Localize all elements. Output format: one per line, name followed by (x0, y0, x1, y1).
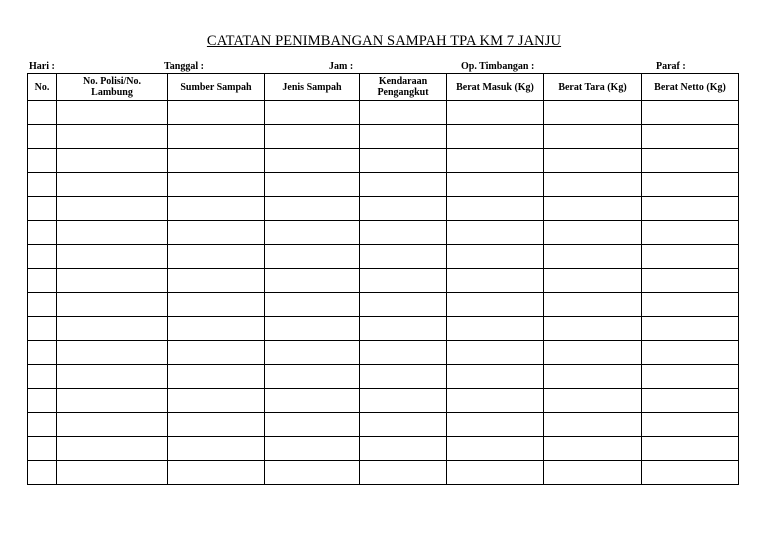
table-row (28, 245, 739, 269)
table-cell[interactable] (28, 125, 57, 149)
table-cell[interactable] (28, 437, 57, 461)
table-cell[interactable] (265, 173, 360, 197)
table-row (28, 149, 739, 173)
table-cell[interactable] (168, 293, 265, 317)
table-cell[interactable] (544, 173, 642, 197)
table-cell[interactable] (544, 317, 642, 341)
header-no: No. (28, 74, 57, 101)
table-cell[interactable] (360, 125, 447, 149)
op-timbangan-label: Op. Timbangan : (461, 61, 535, 72)
table-row (28, 197, 739, 221)
table-cell[interactable] (57, 197, 168, 221)
table-cell[interactable] (360, 437, 447, 461)
table-cell[interactable] (642, 317, 739, 341)
table-cell[interactable] (265, 437, 360, 461)
table-cell[interactable] (168, 149, 265, 173)
table-body (28, 101, 739, 485)
table-cell[interactable] (57, 173, 168, 197)
table-row (28, 341, 739, 365)
header-sumber-sampah: Sumber Sampah (168, 74, 265, 101)
table-cell[interactable] (544, 101, 642, 125)
table-row (28, 365, 739, 389)
table-cell[interactable] (447, 245, 544, 269)
table-cell[interactable] (168, 365, 265, 389)
table-cell[interactable] (28, 413, 57, 437)
table-cell[interactable] (447, 197, 544, 221)
table-cell[interactable] (57, 389, 168, 413)
table-cell[interactable] (360, 317, 447, 341)
table-cell[interactable] (360, 341, 447, 365)
table-cell[interactable] (265, 365, 360, 389)
table-cell[interactable] (265, 413, 360, 437)
table-cell[interactable] (544, 365, 642, 389)
table-cell[interactable] (28, 341, 57, 365)
table-cell[interactable] (642, 101, 739, 125)
table-cell[interactable] (57, 341, 168, 365)
table-cell[interactable] (168, 221, 265, 245)
table-cell[interactable] (28, 221, 57, 245)
paraf-label: Paraf : (656, 61, 686, 72)
table-cell[interactable] (265, 293, 360, 317)
table-cell[interactable] (544, 413, 642, 437)
table-cell[interactable] (28, 365, 57, 389)
table-cell[interactable] (447, 437, 544, 461)
table-cell[interactable] (544, 221, 642, 245)
table-cell[interactable] (57, 293, 168, 317)
table-cell[interactable] (57, 125, 168, 149)
table-row (28, 461, 739, 485)
table-cell[interactable] (57, 317, 168, 341)
table-cell[interactable] (447, 149, 544, 173)
weighing-log-table (27, 73, 739, 485)
table-row (28, 293, 739, 317)
hari-label: Hari : (29, 61, 55, 72)
table-cell[interactable] (28, 149, 57, 173)
table-row (28, 317, 739, 341)
table-cell[interactable] (28, 173, 57, 197)
table-cell[interactable] (168, 389, 265, 413)
header-berat-netto: Berat Netto (Kg) (642, 74, 739, 101)
table-cell[interactable] (447, 125, 544, 149)
table-cell[interactable] (265, 269, 360, 293)
table-cell[interactable] (544, 149, 642, 173)
table-cell[interactable] (642, 269, 739, 293)
table-row (28, 173, 739, 197)
table-cell[interactable] (642, 389, 739, 413)
table-cell[interactable] (168, 269, 265, 293)
table-cell[interactable] (642, 221, 739, 245)
table-cell[interactable] (447, 101, 544, 125)
table-cell[interactable] (544, 389, 642, 413)
table-cell[interactable] (544, 341, 642, 365)
header-no-polisi: No. Polisi/No. Lambung (57, 74, 168, 101)
table-cell[interactable] (544, 293, 642, 317)
table-cell[interactable] (642, 125, 739, 149)
table-cell[interactable] (265, 221, 360, 245)
table-cell[interactable] (642, 413, 739, 437)
table-cell[interactable] (28, 197, 57, 221)
table-cell[interactable] (168, 461, 265, 485)
table-cell[interactable] (360, 149, 447, 173)
table-cell[interactable] (168, 437, 265, 461)
table-cell[interactable] (57, 149, 168, 173)
table-cell[interactable] (265, 125, 360, 149)
table-cell[interactable] (265, 317, 360, 341)
table-cell[interactable] (447, 221, 544, 245)
table-cell[interactable] (360, 197, 447, 221)
table-cell[interactable] (28, 461, 57, 485)
table-cell[interactable] (360, 173, 447, 197)
table-row (28, 269, 739, 293)
form-title: CATATAN PENIMBANGAN SAMPAH TPA KM 7 JANJU (206, 33, 562, 49)
table-cell[interactable] (360, 413, 447, 437)
table-cell[interactable] (28, 245, 57, 269)
table-row (28, 101, 739, 125)
tanggal-label: Tanggal : (164, 61, 204, 72)
table-cell[interactable] (642, 461, 739, 485)
table-cell[interactable] (447, 341, 544, 365)
table-cell[interactable] (447, 365, 544, 389)
table-cell[interactable] (28, 269, 57, 293)
jam-label: Jam : (329, 61, 354, 72)
table-cell[interactable] (544, 461, 642, 485)
table-cell[interactable] (57, 413, 168, 437)
table-cell[interactable] (447, 389, 544, 413)
table-cell[interactable] (360, 365, 447, 389)
table-cell[interactable] (544, 125, 642, 149)
table-cell[interactable] (544, 437, 642, 461)
table-cell[interactable] (265, 197, 360, 221)
table-cell[interactable] (642, 293, 739, 317)
table-cell[interactable] (168, 173, 265, 197)
table-header-row (28, 74, 739, 101)
header-jenis-sampah: Jenis Sampah (265, 74, 360, 101)
table-row (28, 125, 739, 149)
header-berat-tara: Berat Tara (Kg) (544, 74, 642, 101)
table-row (28, 413, 739, 437)
table-cell[interactable] (447, 293, 544, 317)
table-row (28, 389, 739, 413)
table-cell[interactable] (28, 317, 57, 341)
table-cell[interactable] (57, 365, 168, 389)
table-cell[interactable] (642, 437, 739, 461)
table-cell[interactable] (28, 389, 57, 413)
table-cell[interactable] (360, 461, 447, 485)
table-cell[interactable] (360, 269, 447, 293)
table-cell[interactable] (57, 245, 168, 269)
table-cell[interactable] (265, 341, 360, 365)
table-cell[interactable] (265, 389, 360, 413)
table-cell[interactable] (265, 149, 360, 173)
table-cell[interactable] (168, 341, 265, 365)
table-row (28, 437, 739, 461)
table-cell[interactable] (168, 125, 265, 149)
table-cell[interactable] (28, 101, 57, 125)
table-cell[interactable] (57, 461, 168, 485)
table-cell[interactable] (168, 101, 265, 125)
table-cell[interactable] (447, 269, 544, 293)
table-cell[interactable] (360, 101, 447, 125)
table-cell[interactable] (57, 437, 168, 461)
table-cell[interactable] (360, 293, 447, 317)
table-cell[interactable] (544, 245, 642, 269)
table-cell[interactable] (168, 413, 265, 437)
table-cell[interactable] (642, 245, 739, 269)
table-cell[interactable] (642, 341, 739, 365)
table-cell[interactable] (360, 221, 447, 245)
table-cell[interactable] (642, 149, 739, 173)
table-cell[interactable] (642, 365, 739, 389)
table-cell[interactable] (447, 461, 544, 485)
table-cell[interactable] (168, 245, 265, 269)
table-cell[interactable] (57, 101, 168, 125)
table-cell[interactable] (447, 413, 544, 437)
table-cell[interactable] (360, 245, 447, 269)
table-cell[interactable] (265, 461, 360, 485)
table-cell[interactable] (447, 317, 544, 341)
table-cell[interactable] (544, 197, 642, 221)
table-cell[interactable] (642, 173, 739, 197)
table-cell[interactable] (57, 221, 168, 245)
table-cell[interactable] (168, 197, 265, 221)
header-kendaraan-pengangkut: Kendaraan Pengangkut (360, 74, 447, 101)
table-cell[interactable] (642, 197, 739, 221)
table-cell[interactable] (265, 101, 360, 125)
table-cell[interactable] (168, 317, 265, 341)
table-cell[interactable] (28, 293, 57, 317)
table-cell[interactable] (265, 245, 360, 269)
table-cell[interactable] (544, 269, 642, 293)
table-cell[interactable] (57, 269, 168, 293)
header-berat-masuk: Berat Masuk (Kg) (447, 74, 544, 101)
table-cell[interactable] (447, 173, 544, 197)
table-cell[interactable] (360, 389, 447, 413)
table-row (28, 221, 739, 245)
